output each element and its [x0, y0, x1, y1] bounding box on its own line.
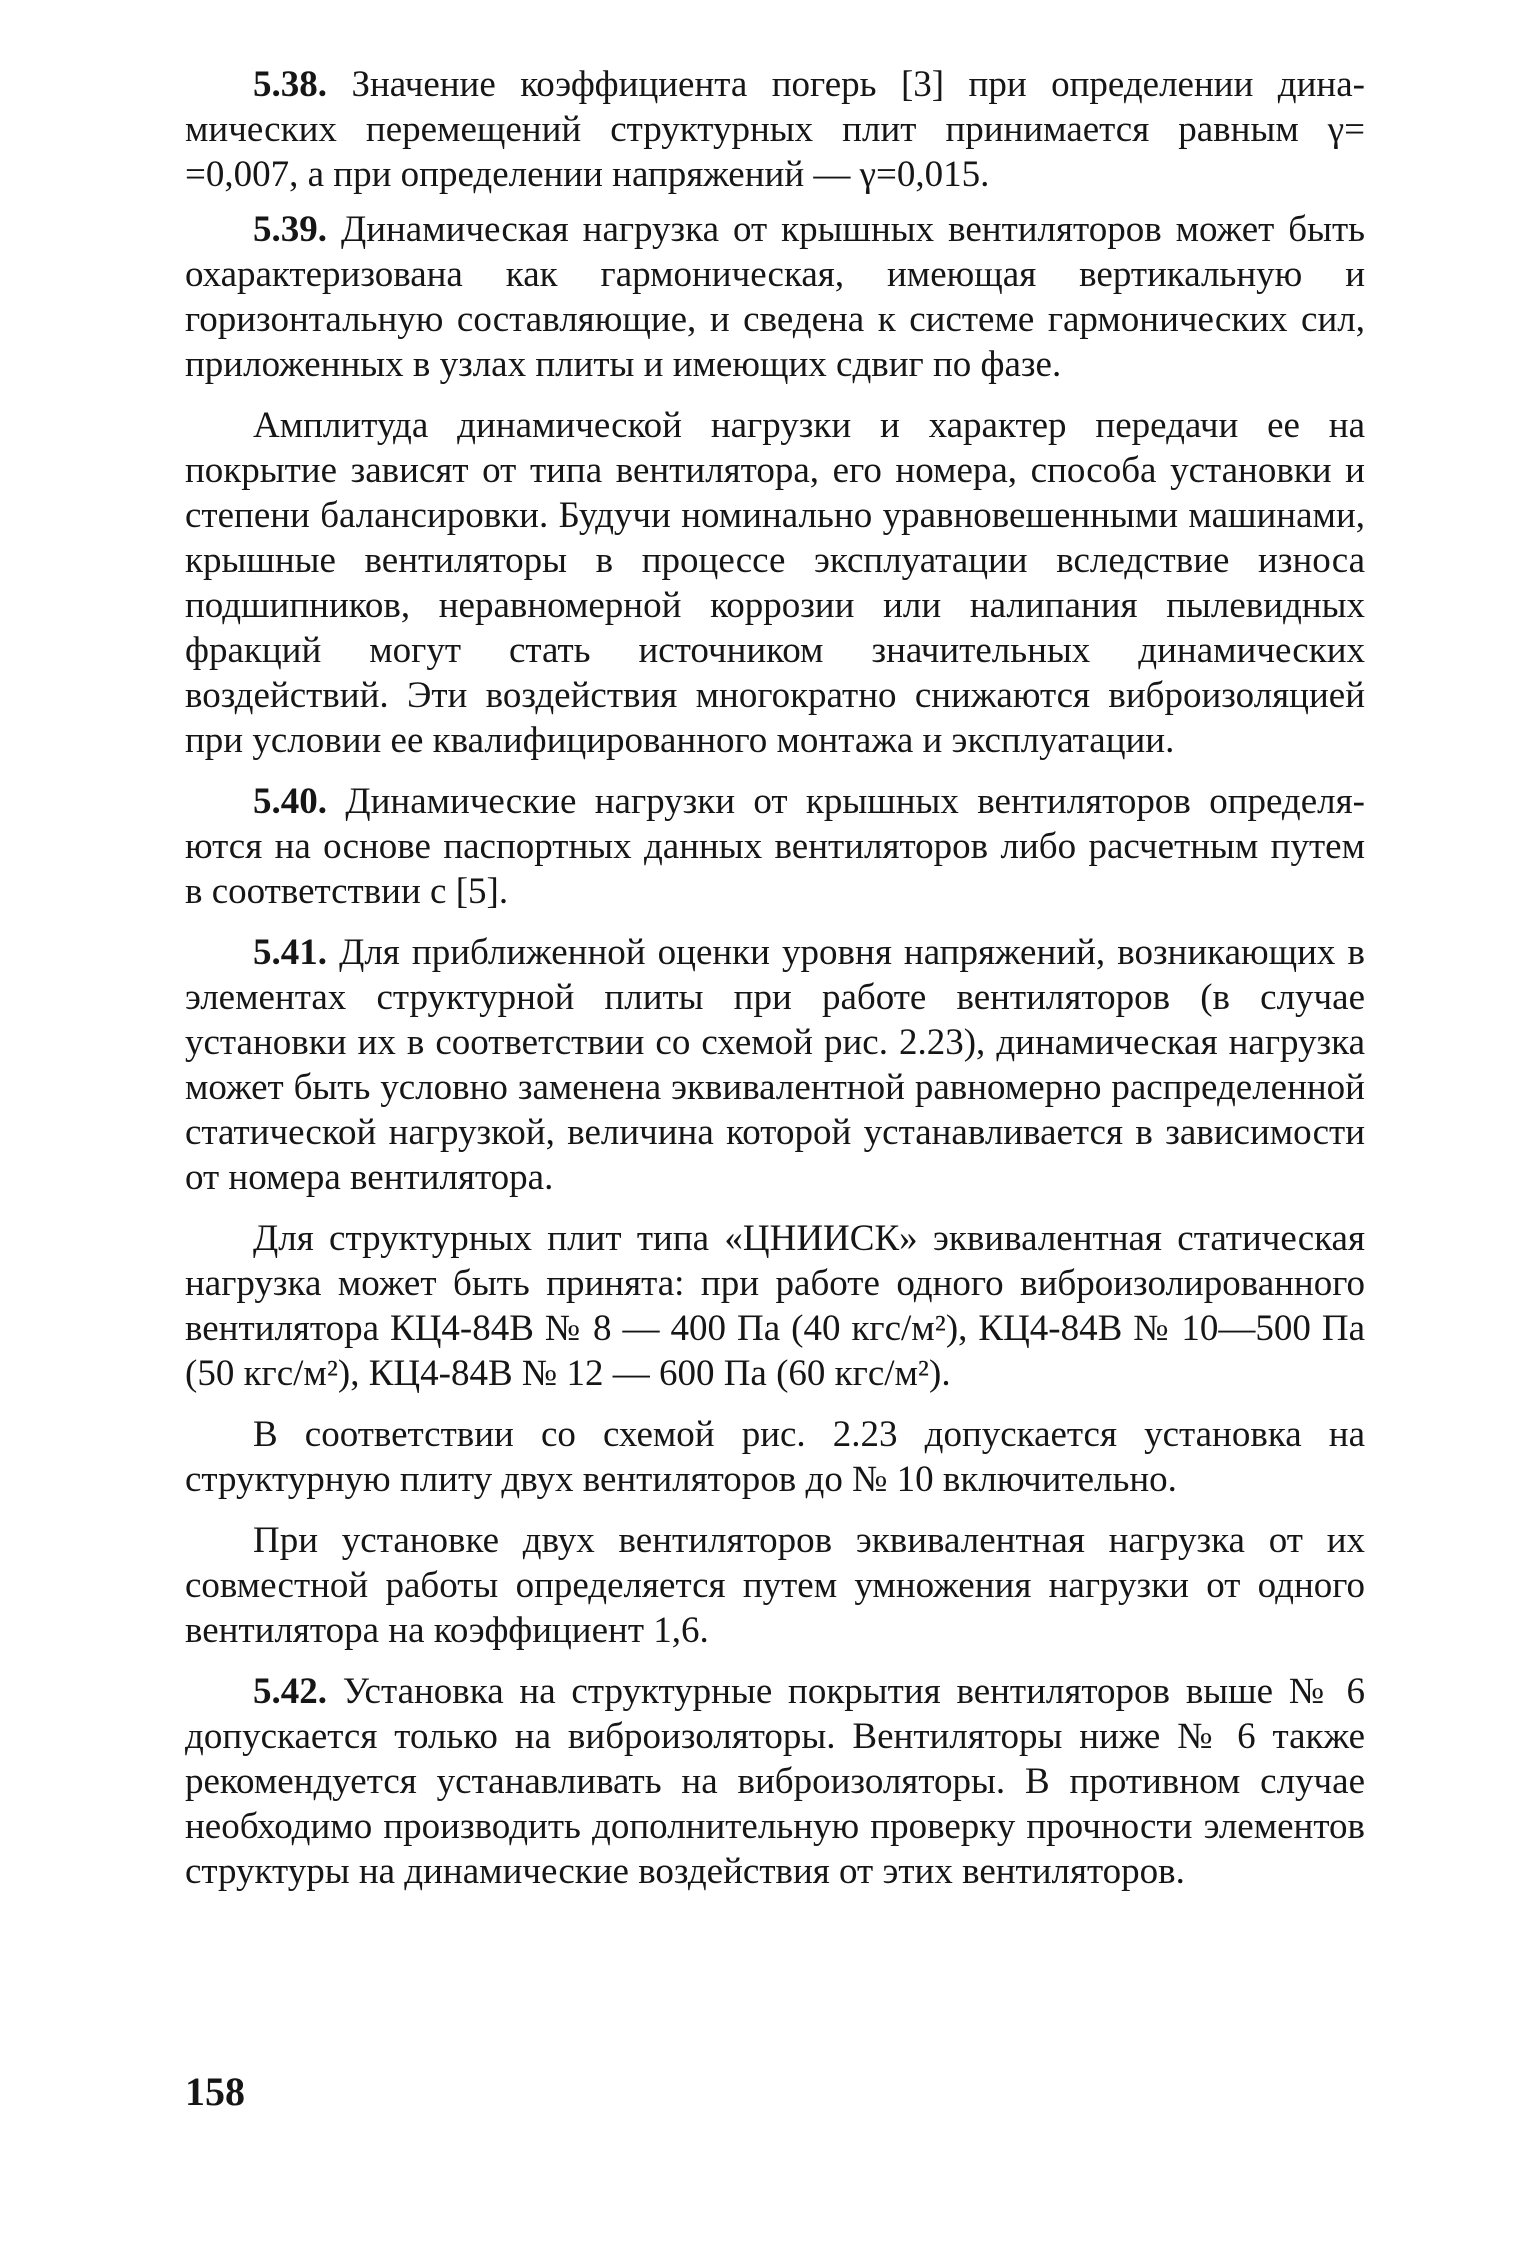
paragraph-5-40	[185, 779, 1365, 914]
paragraph-text: Для приближенной оценки уровня напряжений, возникающих в элементах структурной плиты при работе вентиляторов (в случае установки их в соответствии со схемой рис. 2.23), динамическая нагрузка может быть условно заменена эквивалентной равномерно распределенной статической нагрузкой, величина которой устанавливается в зависимости от номера вентилятора.	[185, 932, 1365, 1198]
paragraph-text: Значение коэффициента погерь [3] при определении динамических перемещений структурных плит принимается равным γ= =0,007, а при определении напряжений — γ=0,015.	[185, 64, 1365, 195]
paragraph-text: Амплитуда динамической нагрузки и характер передачи ее на покрытие зависят от типа вентилятора, его номера, способа установки и степени балансировки. Будучи номинально уравновешенными машинами, крышные вентиляторы в процессе эксплуатации вследствие износа подшипников, неравномерной коррозии или налипания пылевидных фракций могут стать источником значительных динамических воздействий. Эти воздействия многократно снижаются виброизоляцией при условии ее квалифицированного монтажа и эксплуатации.	[185, 405, 1365, 761]
paragraph-5-41	[185, 930, 1365, 1200]
paragraph-text: При установке двух вентиляторов эквивалентная нагрузка от их совместной работы определяется путем умножения нагрузки от одного вентилятора на коэффициент 1,6.	[185, 1520, 1365, 1651]
page-number: 158	[185, 2069, 245, 2114]
paragraph-number: 5.38.	[253, 64, 327, 105]
paragraph-two-fans	[185, 1518, 1365, 1653]
paragraph-5-42	[185, 1669, 1365, 1894]
paragraph-text: Для структурных плит типа «ЦНИИСК» эквивалентная статическая нагрузка может быть принята: при работе одного виброизолированного вентилятора КЦ4-84В № 8 — 400 Па (40 кгс/м²), КЦ4-84В № 10—500 Па (50 кгс/м²), КЦ4-84В № 12 — 600 Па (60 кгс/м²).	[185, 1218, 1365, 1394]
page-body	[185, 62, 1365, 1910]
paragraph-number: 5.39.	[253, 209, 327, 250]
paragraph-text: Динамические нагрузки от крышных вентиляторов определяются на основе паспортных данных вентиляторов либо расчетным путем в соответствии с [5].	[185, 781, 1365, 912]
paragraph-installation-scheme	[185, 1412, 1365, 1502]
paragraph-number: 5.42.	[253, 1671, 327, 1712]
paragraph-number: 5.41.	[253, 932, 327, 973]
paragraph-amplitude	[185, 403, 1365, 763]
paragraph-equivalent-load	[185, 1216, 1365, 1396]
paragraph-text: В соответствии со схемой рис. 2.23 допускается установка на структурную плиту двух вентиляторов до № 10 включительно.	[185, 1414, 1365, 1500]
paragraph-number: 5.40.	[253, 781, 327, 822]
paragraph-text: Динамическая нагрузка от крышных вентиляторов может быть охарактеризована как гармоническая, имеющая вертикальную и горизонтальную составляющие, и сведена к системе гармонических сил, приложенных в узлах плиты и имеющих сдвиг по фазе.	[185, 209, 1365, 385]
paragraph-text: Установка на структурные покрытия вентиляторов выше № 6 допускается только на виброизоляторы. Вентиляторы ниже № 6 также рекомендуется устанавливать на виброизоляторы. В противном случае необходимо производить дополнительную проверку прочности элементов структуры на динамические воздействия от этих вентиляторов.	[185, 1671, 1365, 1892]
paragraph-5-39	[185, 207, 1365, 387]
paragraph-5-38	[185, 62, 1365, 197]
